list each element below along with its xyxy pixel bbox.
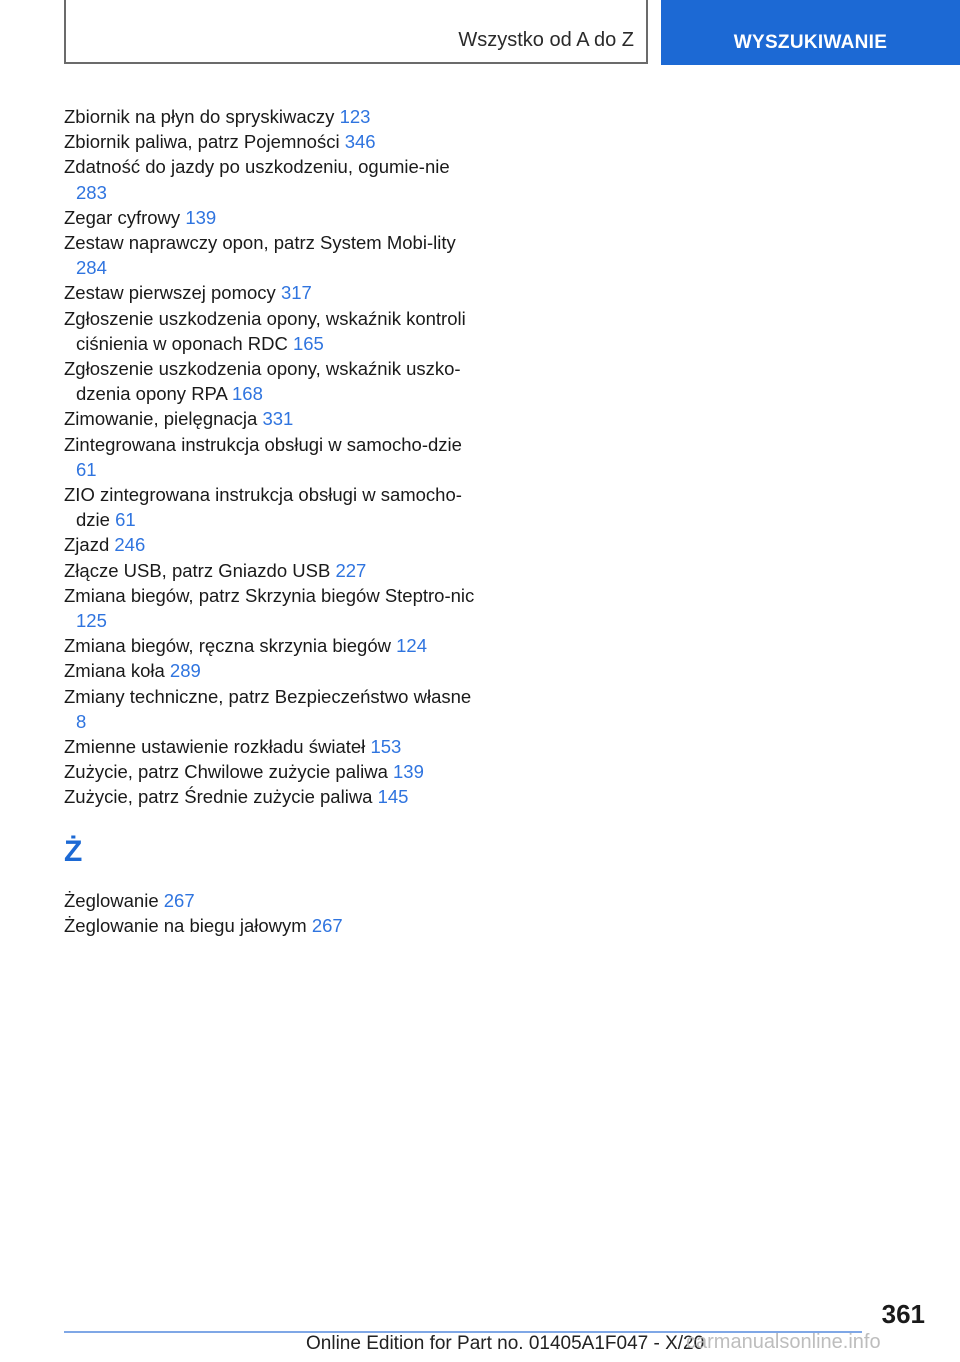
index-entry[interactable]: Zmiana biegów, ręczna skrzynia biegów 124 [64,635,428,657]
index-entry[interactable]: Zużycie, patrz Średnie zużycie paliwa 145 [64,786,409,808]
page-reference: 124 [396,635,428,657]
index-entry[interactable]: Żeglowanie 267 [64,889,195,911]
index-entry[interactable]: Zużycie, patrz Chwilowe zużycie paliwa 139 [64,761,424,783]
index-entry[interactable]: Zgłoszenie uszkodzenia opony, wskaźnik uszko-dzenia opony RPA 168 [64,358,461,405]
page-reference: 61 [115,509,136,531]
index-entry[interactable]: Zmiany techniczne, patrz Bezpieczeństwo własne 8 [64,685,472,732]
index-entry[interactable]: Zjazd 246 [64,534,146,556]
page-reference: 8 [76,710,87,732]
page-reference: 61 [76,458,97,480]
index-entry[interactable]: Zbiornik paliwa, patrz Pojemności 346 [64,131,376,153]
index-entry[interactable]: Zmiana biegów, patrz Skrzynia biegów Steptro-nic 125 [64,584,475,632]
page-reference: 289 [169,660,201,682]
index-entry[interactable]: Złącze USB, patrz Gniazdo USB 227 [64,559,367,581]
search-tab[interactable]: WYSZUKIWANIE [661,0,960,65]
edition-text: Online Edition for Part no. 01405A1F047 - X/20 [306,1333,705,1354]
index-entry[interactable]: Zintegrowana instrukcja obsługi w samocho-dzie 61 [64,433,462,480]
page-reference: 267 [163,889,195,911]
index-entry[interactable]: ZIO zintegrowana instrukcja obsługi w samocho-dzie 61 [64,484,462,531]
page-reference: 246 [114,534,146,556]
page-reference: 168 [232,383,263,405]
section-letter: Ż [64,834,83,868]
index-entry[interactable]: Zbiornik na płyn do spryskiwaczy 123 [64,106,371,127]
page-reference: 139 [185,206,217,228]
index-entry[interactable]: Zmiana koła 289 [64,660,201,682]
page-reference: 153 [370,736,402,758]
index-entry[interactable]: Zestaw naprawczy opon, patrz System Mobi-lity 284 [64,232,456,279]
page-number: 361 [881,1299,925,1329]
page-reference: 283 [76,181,107,203]
page-reference: 139 [393,761,424,783]
page-reference: 317 [280,282,312,304]
watermark: carmanualsonline.info [686,1331,881,1353]
chapter-title: Wszystko od A do Z [458,29,634,51]
index-entry[interactable]: Zgłoszenie uszkodzenia opony, wskaźnik kontroli ciśnienia w oponach RDC 165 [64,307,466,354]
page-reference: 267 [311,914,343,936]
page-reference: 145 [377,786,409,808]
index-entry[interactable]: Zdatność do jazdy po uszkodzeniu, ogumie-nie 283 [64,156,450,203]
index-list [64,104,484,938]
index-entry[interactable]: Zimowanie, pielęgnacja 331 [64,408,294,430]
page-reference: 346 [344,131,376,153]
header-box [64,0,648,64]
page-reference: 125 [76,610,107,632]
page-reference: 284 [76,257,107,279]
index-entry[interactable]: Żeglowanie na biegu jałowym 267 [64,914,343,936]
page-reference: 123 [339,106,371,127]
index-entry[interactable]: Zestaw pierwszej pomocy 317 [64,282,312,304]
page-reference: 227 [335,559,367,581]
index-entry[interactable]: Zmienne ustawienie rozkładu świateł 153 [64,736,402,758]
index-entry[interactable]: Zegar cyfrowy 139 [64,206,217,228]
page-reference: 165 [292,332,324,354]
page-reference: 331 [262,408,294,430]
